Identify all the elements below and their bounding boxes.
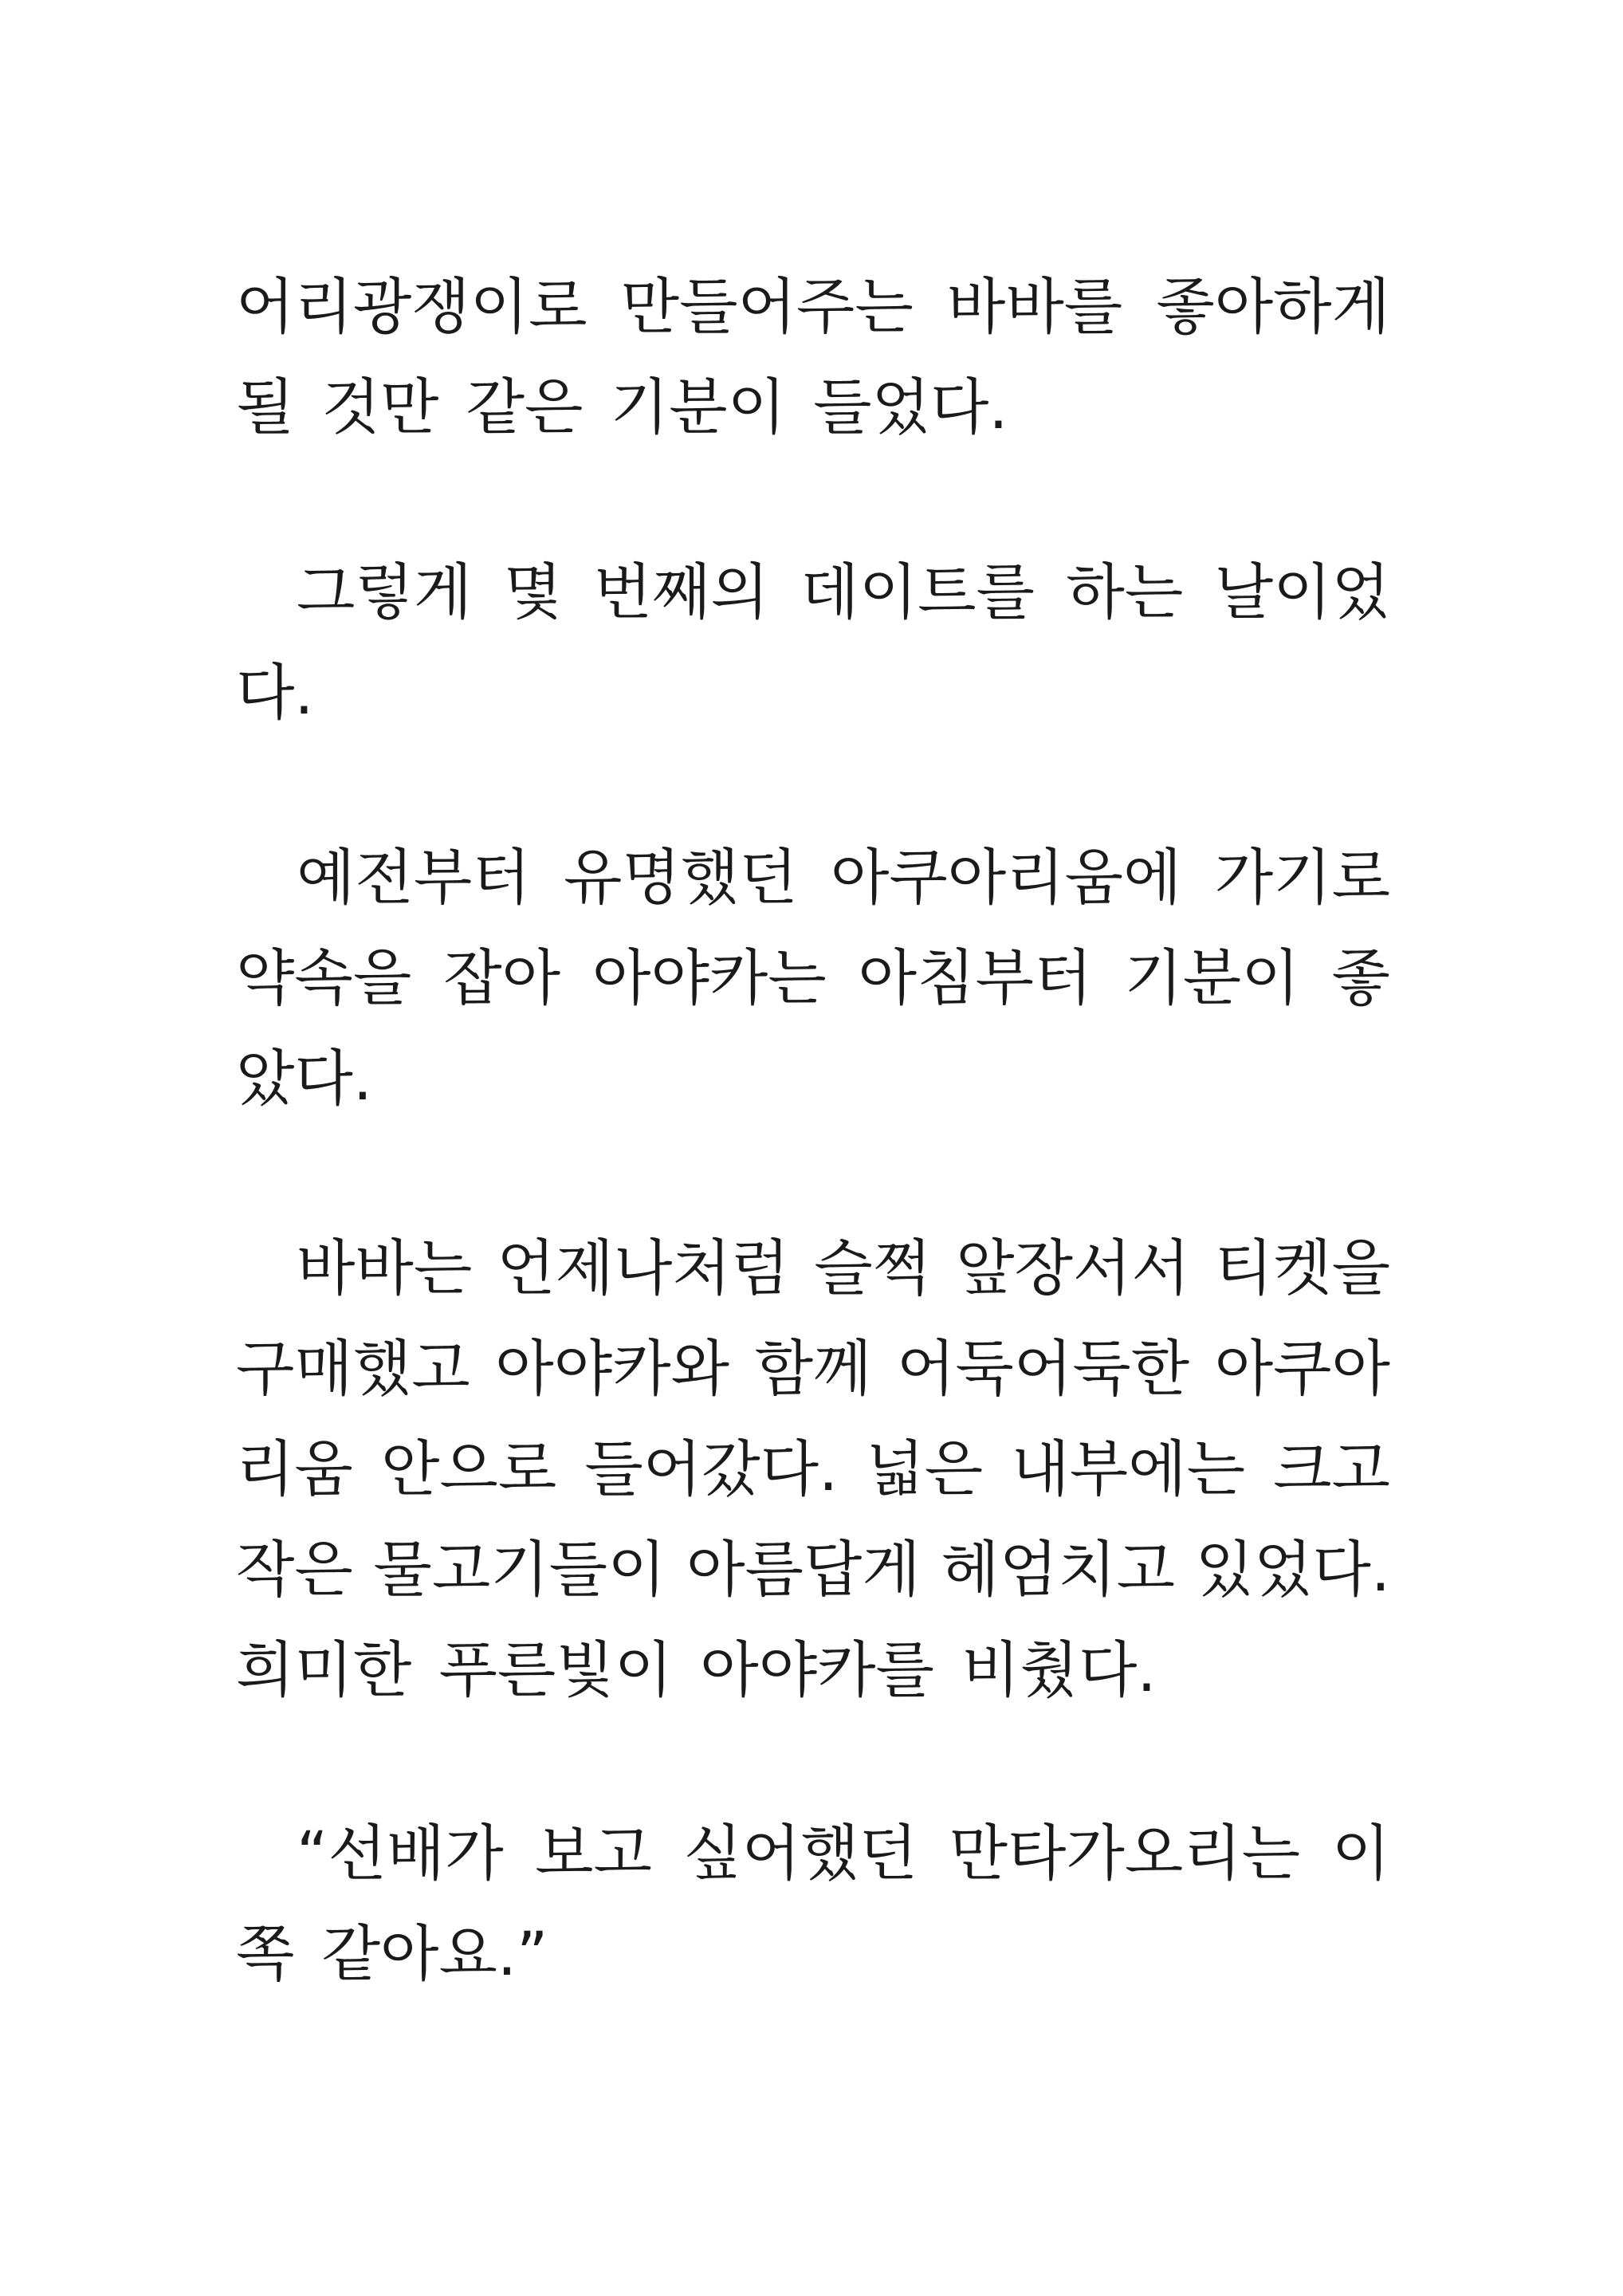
text-line (236, 542, 1390, 643)
word: 았다. (236, 1043, 372, 1114)
word: 작은 (236, 1534, 353, 1605)
word: 이 (1331, 1818, 1390, 1889)
word: 몇 (503, 556, 563, 627)
word: 앞장서서 (956, 1233, 1190, 1303)
paragraph-4 (236, 1218, 1390, 1720)
word: “선배가 (297, 1818, 504, 1889)
word: 비췄다. (961, 1634, 1157, 1705)
word: 좋아하게 (1156, 271, 1390, 342)
word: 쪽 (236, 1918, 295, 1989)
word: 싶어했던 (683, 1818, 918, 1889)
word: 약속을 (236, 942, 412, 1013)
paragraph-3 (236, 828, 1390, 1129)
text-line (236, 1520, 1390, 1620)
text-line (236, 1218, 1390, 1319)
word: 그렇게 (297, 556, 473, 627)
paragraph-1 (236, 257, 1390, 458)
text-line (236, 357, 1390, 458)
word: 하는 (1066, 556, 1184, 627)
word: 바바는 (297, 1233, 473, 1303)
word: 좋 (1331, 942, 1390, 1013)
paragraph-2 (236, 542, 1390, 743)
word: 들었다. (813, 372, 1008, 442)
word: 어둑어둑한 (897, 1333, 1190, 1404)
word: 아야카는 (592, 942, 827, 1013)
text-line (236, 1419, 1390, 1520)
word: 리움 (236, 1433, 353, 1504)
word: 만타가오리는 (949, 1818, 1301, 1889)
text-line (236, 1904, 1390, 2004)
word: 같은 (466, 372, 584, 442)
word: 안으로 (380, 1433, 557, 1504)
text-line (236, 928, 1390, 1028)
word: 슬쩍 (814, 1233, 932, 1303)
word: 될 (236, 372, 295, 442)
word: 희미한 (236, 1634, 412, 1705)
word: 만들어주는 (620, 271, 914, 342)
word: 헤엄치고 (941, 1534, 1176, 1605)
word: 내부에는 (1011, 1433, 1245, 1504)
word: 바바를 (946, 271, 1123, 342)
text-line (236, 643, 1390, 743)
text-line (236, 1319, 1390, 1419)
word: 구매했고 (236, 1333, 470, 1404)
word: 아쿠아 (1214, 1333, 1390, 1404)
word: 같아요.” (321, 1918, 548, 1989)
word: 아야카를 (700, 1634, 934, 1705)
word: 데이트를 (800, 556, 1035, 627)
word: 날이었 (1214, 556, 1390, 627)
word: 어리광쟁이로 (236, 271, 588, 342)
word: 들어갔다. (584, 1433, 839, 1504)
word: 잡아 (443, 942, 561, 1013)
paragraph-5 (236, 1803, 1390, 2004)
word: 푸른빛이 (438, 1634, 674, 1705)
word: 다. (236, 657, 314, 728)
word: 예전부터 (297, 842, 531, 913)
word: 것만 (321, 372, 439, 442)
word: 아침부터 (858, 942, 1093, 1013)
word: 넓은 (866, 1433, 984, 1504)
word: 아쿠아리움에 (830, 842, 1182, 913)
word: 보고 (535, 1818, 652, 1889)
word: 가기로 (1214, 842, 1390, 913)
word: 유명했던 (563, 842, 798, 913)
word: 언제나처럼 (497, 1233, 790, 1303)
word: 아야카와 (495, 1333, 729, 1404)
word: 크고 (1273, 1433, 1390, 1504)
text-line (236, 1803, 1390, 1904)
word: 있었다. (1195, 1534, 1390, 1605)
word: 물고기들이 (373, 1534, 666, 1605)
word: 기분이 (1124, 942, 1300, 1013)
text-line (236, 257, 1390, 357)
word: 티켓을 (1214, 1233, 1390, 1303)
word: 번째의 (593, 556, 769, 627)
text-line (236, 828, 1390, 928)
word: 함께 (754, 1333, 872, 1404)
text-line (236, 1620, 1390, 1720)
word: 아름답게 (686, 1534, 921, 1605)
text-line (236, 1028, 1390, 1129)
word: 기분이 (610, 372, 786, 442)
